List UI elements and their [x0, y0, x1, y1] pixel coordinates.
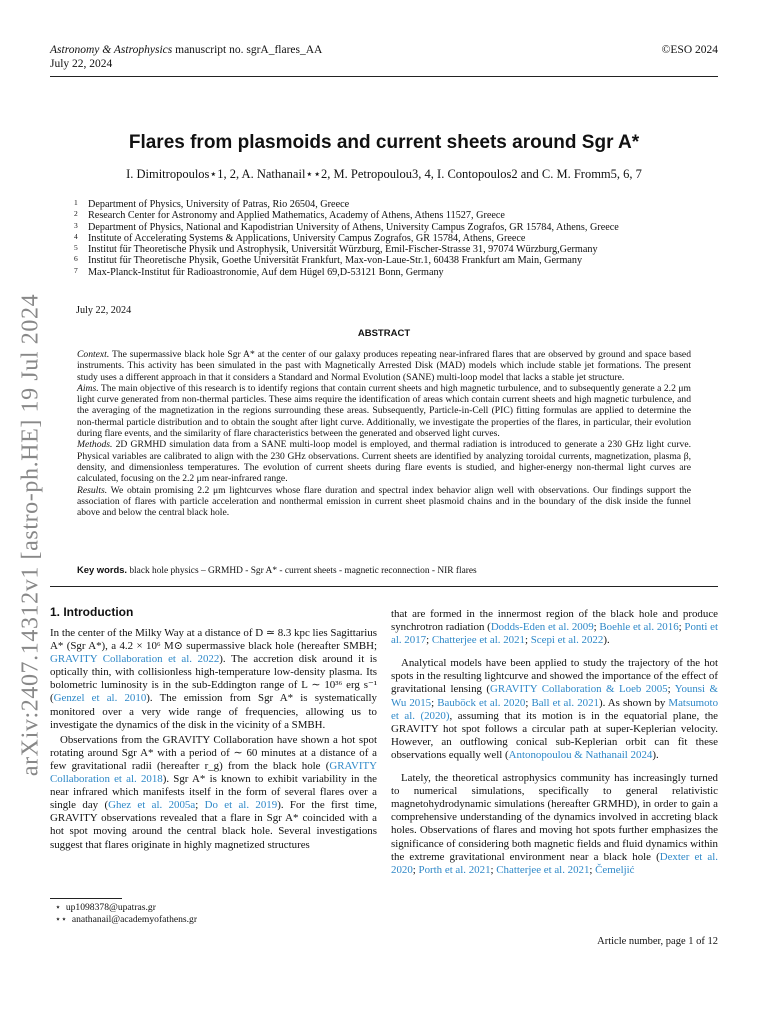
paragraph — [50, 627, 377, 732]
copyright: ©ESO 2024 — [661, 44, 718, 56]
footnote-mark: ⋆⋆ — [55, 914, 68, 925]
aims-text: The main objective of this research is to identify regions that contain current sheets and high magnetic turbulence, and to subsequently generate a 2.2 μm light curve generated from non-thermal particles. These aims require the identification of areas which contain current sheets and high magnetic turbulence, and the averaging of the magnetization in the regions surrounding these areas. Subsequently, Particle-in-Cell (PIC) fitting formulas are applied to determine the non-thermal particle distribution and to obtain the sought after light curve. Additionally, we investigate the properties of the flares, in particular, their evolution during flare events, and the similarity of flare characteristics between the generated and observed light curves. — [77, 382, 691, 440]
affiliation-text: Institut für Theoretische Physik, Goethe Universität Frankfurt, Max-von-Laue-Str.1, 60438 Frankfurt am Main, Germany — [88, 255, 583, 267]
footnote — [55, 902, 197, 914]
citation-link[interactable]: Chatterjee et al. 2021 — [496, 863, 590, 876]
text-run: Analytical models have been applied to study the trajectory of the hot spots in the resulting lightcurve and showed the importance of the effect of gravitational lensing ( — [391, 657, 718, 696]
text-run: ; — [490, 863, 497, 876]
affiliation-item — [74, 199, 714, 210]
results-text: We obtain promising 2.2 μm lightcurves whose flare duration and spectral index behavior align well with observations. Our findings support the association of flares with particle acceleration and nonthermal emission in current sheet plasmoid chains and in the boundary of the disk inside the funnel above and below the central black hole. — [77, 484, 691, 519]
keywords-text: black hole physics – GRMHD - Sgr A* - current sheets - magnetic reconnection - NIR flares — [127, 566, 477, 576]
affiliation-text: Institute of Accelerating Systems & Applications, University Campus Zografos, GR 15784, Athens, Greece — [88, 232, 526, 244]
citation-link[interactable]: Čemeljić — [595, 863, 635, 876]
text-run: ; — [412, 863, 419, 876]
results-label: Results. — [77, 484, 108, 496]
text-run: ). Sgr A* is known to exhibit variability in the near infrared which manifests itself in the form of several flares over a single day ( — [50, 773, 377, 812]
text-run: ; — [431, 696, 438, 709]
citation-link[interactable]: Scepi et al. 2022 — [530, 634, 604, 647]
paragraph — [391, 608, 718, 647]
abstract-aims — [77, 383, 691, 439]
text-run: ). — [603, 634, 610, 647]
running-header — [50, 43, 718, 71]
citation-link[interactable]: Ghez et al. 2005a — [108, 799, 196, 812]
affiliation-item — [74, 255, 714, 266]
text-run: , assuming that its motion is in the equatorial plane, the GRAVITY hot spot follows a circular path at super-Keplerian velocity. However, an outflowing conical sub-Keplerian orbit can fit these observations equally well ( — [391, 709, 719, 761]
citation-link[interactable]: Dexter et al. 2020 — [391, 850, 718, 876]
affiliation-item — [74, 244, 714, 255]
methods-text: 2D GRMHD simulation data from a SANE multi-loop model is employed, and thermal radiation is introduced to generate a 230 GHz light curve. Physical variables are calibrated to align with the 230 GHz observations. Current sheets are identified by analyzing toroidal currents, magnetization, plasma β, density, and dimensionless temperatures. The evolution of current sheets during flare events is studied, and higher-energy non-thermal light curves are calculated, focusing on the 2.2 μm near-infrared range. — [77, 439, 691, 485]
citation-link[interactable]: Boehle et al. 2016 — [599, 621, 679, 634]
right-column — [391, 608, 718, 877]
page-footer: Article number, page 1 of 12 — [597, 936, 718, 947]
footnote-rule — [50, 898, 122, 899]
footnote-mark: ⋆ — [55, 902, 62, 913]
aims-label: Aims. — [77, 382, 99, 394]
affiliation-number: 2 — [74, 209, 78, 219]
affiliation-text: Max-Planck-Institut für Radioastronomie, Auf dem Hügel 69,D-53121 Bonn, Germany — [88, 266, 444, 278]
abstract-heading: ABSTRACT — [357, 328, 411, 339]
paragraph — [391, 657, 718, 762]
affiliation-item — [74, 267, 714, 278]
footnote — [55, 914, 197, 926]
text-run: that are formed in the innermost region of the black hole and produce synchrotron radiation ( — [391, 608, 718, 634]
text-run: In the center of the Milky Way at a distance of D ≃ 8.3 kpc lies Sagittarius A* (Sgr A*), a 4.2 × 10⁶ M⊙ supermassive black hole (hereafter SMBH; — [50, 627, 377, 653]
abstract-body — [77, 349, 691, 518]
text-run: ). The accretion disk around it is optically thin, with collisionless high-temperature low-density plasma. Its bolometric luminosity is in the sub-Eddington range of L ∼ 10³⁶ erg s⁻¹ ( — [50, 653, 377, 705]
citation-link[interactable]: Bauböck et al. 2020 — [437, 696, 526, 709]
methods-label: Methods. — [77, 439, 113, 451]
affiliation-item — [74, 222, 714, 233]
text-run: ). The emission from Sgr A* is systematically monitored over a very wide range of frequencies, allowing us to investigate the dynamics of the disk in the vicinity of a SMBH. — [50, 692, 377, 731]
affiliation-number: 1 — [74, 198, 78, 207]
text-run: ). — [652, 748, 659, 761]
abstract-rule — [50, 586, 718, 587]
text-run: ). For the first time, GRAVITY observations revealed that a flare in Sgr A* coincided with a hot spot moving around the central black hole. Several investigations suggest that flares originate in highly magnetized structures — [50, 799, 378, 851]
received-date: July 22, 2024 — [76, 305, 132, 316]
manuscript-id: manuscript no. sgrA_flares_AA — [172, 44, 323, 56]
context-text: The supermassive black hole Sgr A* at the center of our galaxy produces repeating near-infrared flares that are observed by ground and space based instruments. This activity has been simulated in the past with Magnetically Arrested Disk (MAD) models which include stable jet formations. The present study uses a different approach in that it considers a Standard and Normal Evolution (SANE) multi-loop model that lacks a stable jet structure. — [77, 349, 691, 383]
citation-link[interactable]: Matsumoto et al. (2020) — [391, 696, 719, 722]
abstract-context — [77, 349, 691, 383]
citation-link[interactable]: Porth et al. 2021 — [418, 863, 491, 876]
header-rule — [50, 76, 718, 77]
affiliation-text: Department of Physics, University of Patras, Rio 26504, Greece — [88, 199, 350, 210]
author-list: I. Dimitropoulos⋆1, 2, A. Nathanail⋆⋆2, M. Petropoulou3, 4, I. Contopoulos2 and C. M. Fromm5, 6, 7 — [126, 167, 642, 181]
citation-link[interactable]: Dodds-Eden et al. 2009 — [490, 621, 594, 634]
left-column — [50, 627, 377, 852]
affiliation-number: 3 — [74, 220, 78, 230]
section-heading: 1. Introduction — [50, 605, 134, 619]
citation-link[interactable]: Genzel et al. 2010 — [53, 692, 147, 705]
affiliation-number: 5 — [74, 243, 78, 253]
journal-name: Astronomy & Astrophysics — [50, 44, 173, 56]
citation-link[interactable]: Do et al. 2019 — [204, 799, 278, 812]
affiliations — [74, 199, 714, 278]
arxiv-id[interactable]: arXiv:2407.14312v1 [astro-ph.HE] 19 Jul 2024 — [17, 293, 44, 777]
abstract-results — [77, 485, 691, 519]
text-run: ; — [426, 634, 432, 647]
abstract-methods — [77, 439, 691, 484]
text-run: ; — [525, 696, 532, 709]
text-run: ; — [678, 621, 685, 634]
affiliation-number: 6 — [74, 254, 78, 264]
affiliation-item — [74, 210, 714, 221]
footnote-email[interactable]: up1098378@upatras.gr — [65, 902, 156, 913]
keywords-label: Key words. — [77, 564, 128, 575]
paragraph — [50, 734, 377, 852]
citation-link[interactable]: Antonopoulou & Nathanail 2024 — [508, 748, 653, 761]
citation-link[interactable]: Younsi & Wu 2015 — [391, 683, 718, 709]
context-label: Context. — [77, 349, 110, 360]
text-run: Observations from the GRAVITY Collaboration have shown a hot spot rotating around Sgr A* with a period of ∼ 60 minutes at a distance of a few gravitational radii (hereafter r_g) from the black hole ( — [50, 733, 377, 772]
text-run: ; — [524, 634, 531, 647]
text-run: ; — [589, 863, 596, 876]
text-run: ). As shown by — [598, 696, 669, 709]
text-run: ; — [195, 799, 205, 812]
text-run: ; — [593, 621, 600, 634]
citation-link[interactable]: Ponti et al. 2017 — [391, 621, 718, 647]
citation-link[interactable]: GRAVITY Collaboration et al. 2018 — [50, 759, 377, 786]
paragraph — [391, 772, 718, 877]
paper-title: Flares from plasmoids and current sheets around Sgr A* — [128, 132, 640, 153]
citation-link[interactable]: Ball et al. 2021 — [531, 696, 599, 709]
footnotes — [55, 902, 197, 926]
keywords — [77, 564, 691, 576]
citation-link[interactable]: GRAVITY Collaboration & Loeb 2005 — [490, 683, 668, 696]
citation-link[interactable]: GRAVITY Collaboration et al. 2022 — [50, 653, 220, 666]
affiliation-number: 7 — [74, 265, 78, 275]
affiliation-text: Institut für Theoretische Physik und Astrophysik, Universität Würzburg, Emil-Fischer-Strasse 31, 97074 Würzburg,Germany — [88, 244, 598, 256]
affiliation-text: Research Center for Astronomy and Applied Mathematics, Academy of Athens, Athens 11527, Greece — [88, 210, 505, 222]
affiliation-text: Department of Physics, National and Kapodistrian University of Athens, University Campus Zografos, GR 15784, Athens, Greece — [88, 221, 619, 233]
header-date: July 22, 2024 — [50, 58, 113, 70]
text-run: ; — [667, 683, 675, 696]
affiliation-number: 4 — [74, 231, 78, 241]
citation-link[interactable]: Chatterjee et al. 2021 — [431, 634, 525, 647]
footnote-email[interactable]: anathanail@academyofathens.gr — [71, 914, 198, 925]
text-run: Lately, the theoretical astrophysics community has increasingly turned to numerical simulations, specifically to general relativistic magnetohydrodynamic simulations (hereafter GRMHD), in order to gain a comprehensive understanding of the dynamics involved in accreting black holes. Observations of flares and moving hot spots further emphasizes the significance of considering both magnetic fields and fluid dynamics within the extreme gravitational environment near a black hole ( — [391, 772, 718, 863]
affiliation-item — [74, 233, 714, 244]
